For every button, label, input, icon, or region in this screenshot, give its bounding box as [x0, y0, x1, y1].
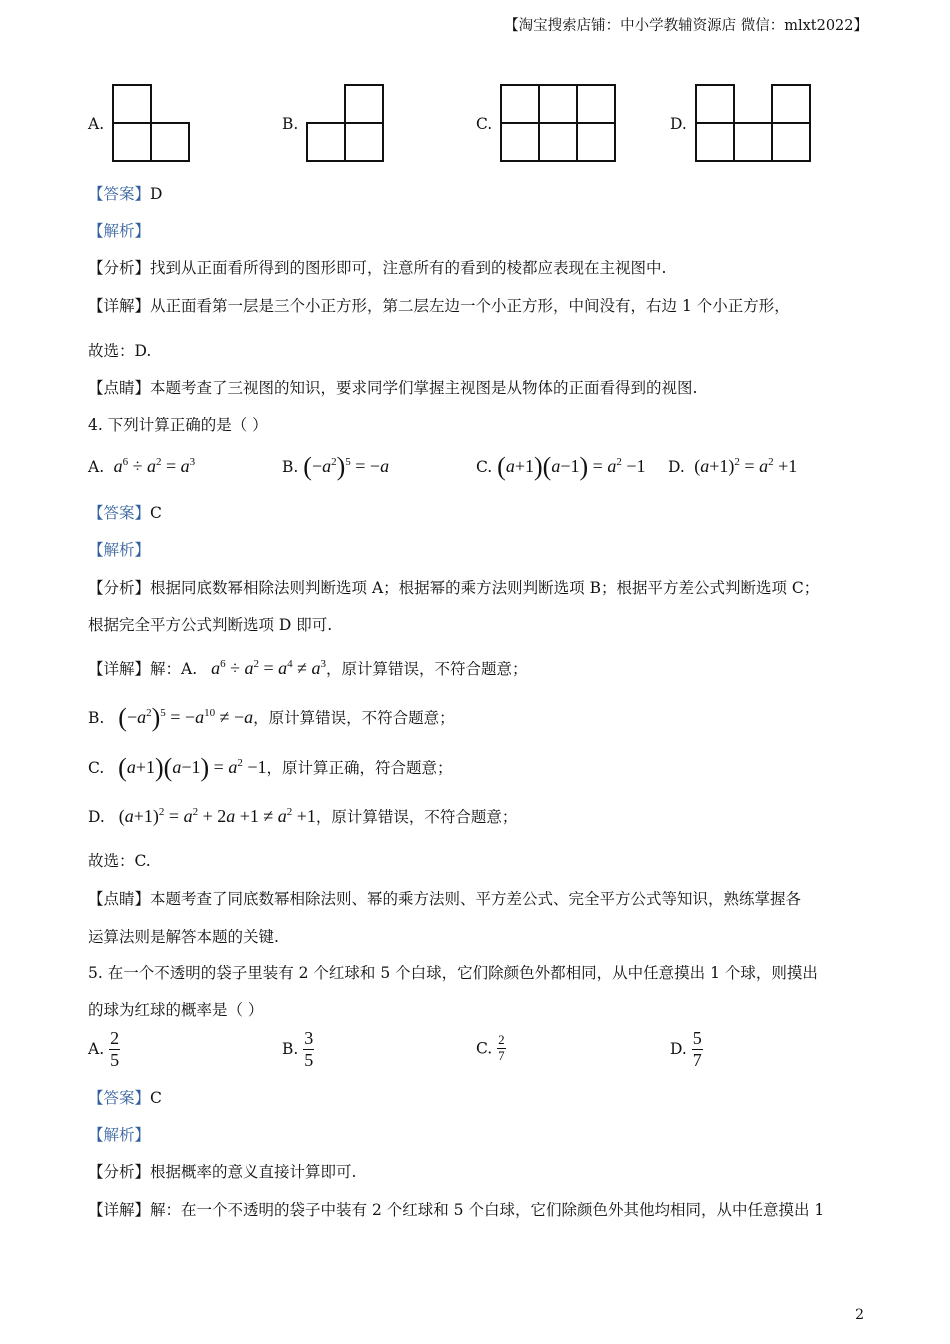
q4-analysis-tag: 【解析】 — [88, 541, 151, 559]
q3-xiangjie: 【详解】从正面看第一层是三个小正方形，第二层左边一个小正方形，中间没有，右边 1 个小正方形， — [88, 297, 790, 315]
page-header: 【淘宝搜索店铺：中小学教辅资源店 微信：mlxt2022】 — [504, 18, 868, 34]
q4-option-a: A. $a^6 \div a^2 = a^3$ — [88, 456, 196, 476]
q5-answer: 【答案】C — [88, 1089, 162, 1107]
q4-xiangjie-b: B. $(-a^2)^5 = -a^{10} \ne -a$，原计算错误，不符合题意； — [88, 703, 455, 732]
q4-xiangjie-a: 【详解】解：A. $a^6 \div a^2 = a^4 \ne a^3$，原计算错误，不符合题意； — [88, 658, 528, 678]
q5-option-a: A. $\frac{2}{5}$ — [88, 1028, 120, 1070]
q4-option-b: B. $(-a^2)^5 = -a$ — [282, 452, 390, 481]
q3-option-c-label: C. — [476, 115, 493, 133]
q5-option-c: C. $\frac{2}{7}$ — [476, 1032, 505, 1063]
q4-xiangjie-c: C. $(a+1)(a-1) = a^2 -1$，原计算正确，符合题意； — [88, 753, 453, 782]
q4-option-c: C. $(a+1)(a-1) = a^2 -1$ — [476, 452, 646, 481]
q5-fenxi: 【分析】根据概率的意义直接计算即可. — [88, 1163, 357, 1181]
q5-option-d: D. $\frac{5}{7}$ — [670, 1028, 702, 1070]
q5-fraction-c: $\frac{2}{7}$ — [498, 1032, 505, 1063]
q4-dianjing-line1: 【点睛】本题考查了同底数幂相除法则、幂的乘方法则、平方差公式、完全平方公式等知识，熟练掌握各 — [88, 890, 802, 908]
q5-stem-line2: 的球为红球的概率是（ ） — [88, 1001, 264, 1019]
q4-fenxi-line2: 根据完全平方公式判断选项 D 即可. — [88, 616, 333, 634]
q4-fenxi-line1: 【分析】根据同底数幂相除法则判断选项 A；根据幂的乘方法则判断选项 B；根据平方差公式判断选项 C； — [88, 579, 820, 597]
q4-dianjing-line2: 运算法则是解答本题的关键. — [88, 928, 279, 946]
q5-fraction-a: $\frac{2}{5}$ — [110, 1028, 120, 1070]
q5-fraction-b: $\frac{3}{5}$ — [304, 1028, 314, 1070]
q4-xiangjie-d: D. $(a+1)^2 = a^2 + 2a +1 \ne a^2 +1$，原计算错误，不符合题意； — [88, 806, 518, 826]
q4-option-d: D. $(a+1)^2 = a^2 +1$ — [668, 456, 798, 476]
q5-fraction-d: $\frac{5}{7}$ — [692, 1028, 702, 1070]
q5-analysis-tag: 【解析】 — [88, 1126, 151, 1144]
q3-option-b-label: B. — [282, 115, 299, 133]
page-number: 2 — [855, 1307, 864, 1323]
q5-stem-line1: 5. 在一个不透明的袋子里装有 2 个红球和 5 个白球，它们除颜色外都相同，从中任意摸出 1 个球，则摸出 — [88, 964, 818, 982]
q4-answer: 【答案】C — [88, 504, 162, 522]
q3-option-a-label: A. — [88, 115, 105, 133]
q3-analysis-tag: 【解析】 — [88, 222, 151, 240]
q4-choose: 故选：C. — [88, 852, 151, 870]
q5-option-b: B. $\frac{3}{5}$ — [282, 1028, 314, 1070]
q3-fenxi: 【分析】找到从正面看所得到的图形即可，注意所有的看到的棱都应表现在主视图中. — [88, 259, 667, 277]
q3-choose: 故选：D. — [88, 342, 152, 360]
q3-dianjing: 【点睛】本题考查了三视图的知识，要求同学们掌握主视图是从物体的正面看得到的视图. — [88, 379, 698, 397]
q3-option-d-label: D. — [670, 115, 687, 133]
q3-answer: 【答案】D — [88, 185, 163, 203]
q4-stem: 4. 下列计算正确的是（ ） — [88, 416, 268, 434]
q5-xiangjie: 【详解】解：在一个不透明的袋子中装有 2 个红球和 5 个白球，它们除颜色外其他均相同，从中任意摸出 1 — [88, 1201, 825, 1219]
